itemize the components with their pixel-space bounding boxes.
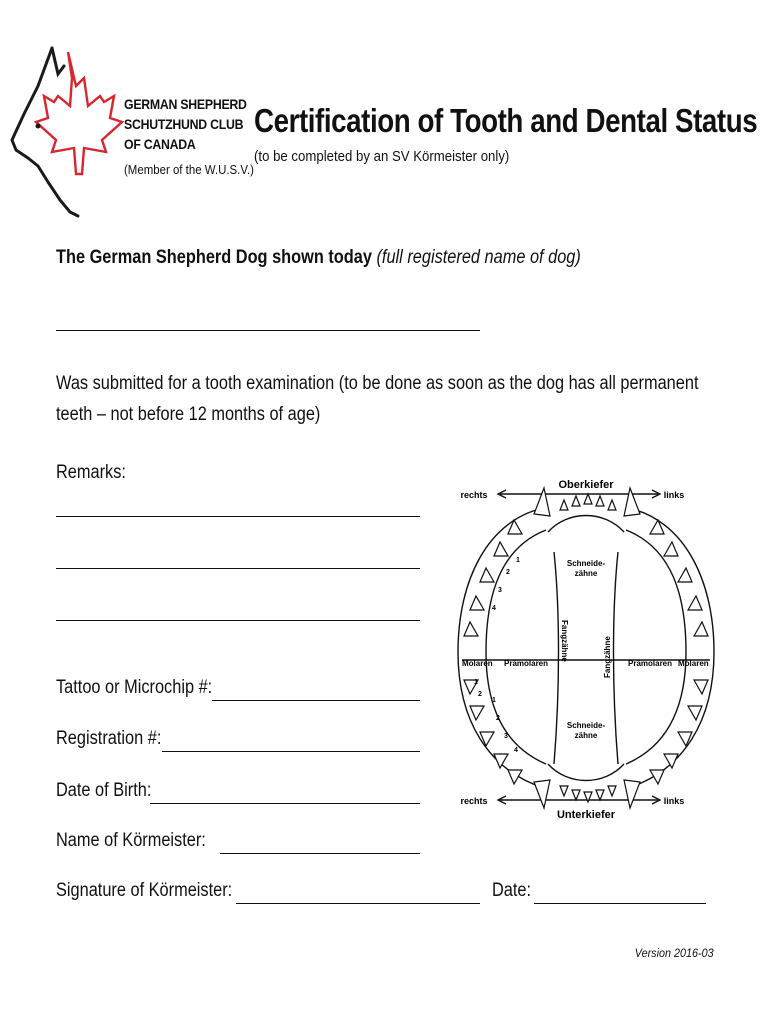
upper-right-label: rechts: [460, 490, 488, 500]
maple-leaf-logo: [36, 52, 122, 174]
lower-right-label: rechts: [460, 796, 488, 806]
right-molars-label: Molaren: [462, 659, 493, 668]
lower-jaw-label: Unterkiefer: [556, 809, 616, 821]
remarks-line-1[interactable]: [56, 516, 420, 517]
document-title: Certification of Tooth and Dental Status: [254, 102, 758, 139]
remarks-line-2[interactable]: [56, 568, 420, 569]
dental-chart-diagram: [448, 470, 724, 828]
upper-incisors-label-2: zähne: [574, 569, 598, 578]
tooth-number: 2: [478, 691, 482, 698]
tooth-number: 2: [496, 715, 500, 722]
dog-name-prompt-note: (full registered name of dog): [376, 247, 581, 268]
dog-name-prompt-bold: The German Shepherd Dog shown today: [56, 247, 372, 268]
exam-statement: Was submitted for a tooth examination (to be done as soon as the dog has all permanent teeth – not before 12 months of age): [56, 373, 699, 425]
tattoo-label: Tattoo or Microchip #:: [56, 677, 213, 698]
lower-left-label: links: [663, 796, 685, 806]
signature-label: Signature of Körmeister:: [56, 880, 233, 901]
club-name-line3: OF CANADA: [124, 136, 196, 152]
lower-incisors-label: Schneide-: [566, 721, 606, 730]
tooth-number: 3: [498, 587, 502, 594]
upper-jaw-label: Oberkiefer: [558, 479, 614, 491]
tooth-number: 4: [514, 747, 518, 754]
club-name-line1: GERMAN SHEPHERD: [124, 96, 247, 112]
signature-field[interactable]: [236, 903, 480, 904]
tooth-number: 3: [504, 733, 508, 740]
lower-incisors-label-2: zähne: [574, 731, 598, 740]
left-molars-label: Molaren: [678, 659, 709, 668]
tooth-number: 1: [516, 557, 520, 564]
upper-left-label: links: [663, 490, 685, 500]
tooth-number: 4: [492, 605, 496, 612]
left-premolars-label: Prämolaren: [628, 659, 673, 668]
shepherd-head-outline: [12, 48, 78, 216]
remarks-line-3[interactable]: [56, 620, 420, 621]
document-subtitle: (to be completed by an SV Körmeister only): [254, 148, 510, 165]
version-label: Version 2016-03: [635, 946, 714, 960]
dog-name-field[interactable]: [56, 330, 480, 331]
left-canines-label: Fangzähne: [603, 636, 612, 678]
tooth-number: 1: [492, 697, 496, 704]
kormeister-name-field[interactable]: [220, 853, 420, 854]
tooth-number: 1: [474, 679, 478, 686]
date-field[interactable]: [534, 903, 706, 904]
kormeister-name-label: Name of Körmeister:: [56, 830, 206, 851]
registration-field[interactable]: [162, 751, 420, 752]
tattoo-field[interactable]: [212, 700, 420, 701]
upper-incisors-label: Schneide-: [566, 559, 606, 568]
dog-name-prompt: [56, 247, 581, 269]
registration-label: Registration #:: [56, 728, 162, 749]
club-logo: [8, 44, 128, 222]
club-name: [124, 94, 247, 154]
right-premolars-label: Prämolaren: [504, 659, 549, 668]
dob-field[interactable]: [150, 803, 420, 804]
right-canines-label: Fangzähne: [560, 620, 569, 662]
remarks-label: Remarks:: [56, 462, 126, 483]
date-label: Date:: [492, 880, 532, 901]
dob-label: Date of Birth:: [56, 780, 152, 801]
membership-note: (Member of the W.U.S.V.): [124, 162, 254, 177]
club-name-line2: SCHUTZHUND CLUB: [124, 116, 244, 132]
tooth-number: 2: [506, 569, 510, 576]
